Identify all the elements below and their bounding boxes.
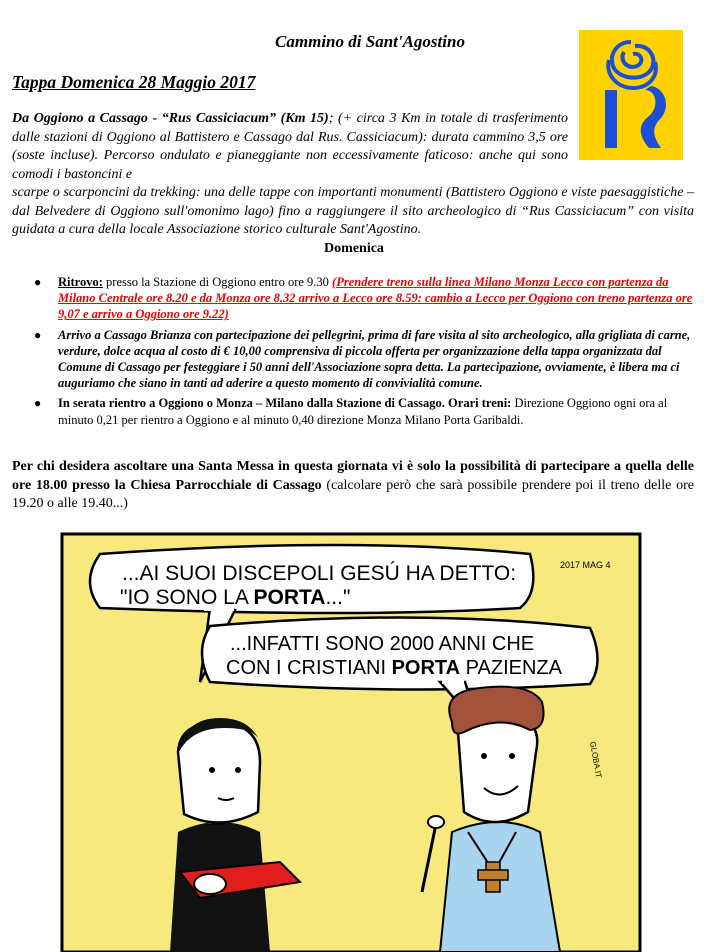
mass-paragraph — [12, 458, 694, 514]
train-info-red: (Prendere treno sulla linea Milano Monza Lecco con partenza da Milano Centrale ore 8.20 e da Monza ore 8.32 arrivo a Lecco ore 8.59: cambio a Lecco per Oggiono con treno partenza ore 9,07 e arrivo a Oggiono ore 9.22) — [58, 275, 693, 322]
mass-bold: Per chi desidera ascoltare una Santa Messa in questa giornata vi è solo la possibilità di partecipare a quella delle ore 18.00 presso la Chiesa Parrocchiale di Cassago — [12, 459, 694, 493]
cartoon-illustration — [60, 532, 642, 952]
list-item-ritrovo — [30, 274, 694, 323]
arrivo-text: Arrivo a Cassago Brianza con partecipazione dei pellegrini, prima di fare visita al sito archeologico, alla grigliata di carne, verdure, dolce acqua al costo di € 10,00 comprensiva di piccola offerta per organizzazione della tappa organizzata dal Comune di Cassago per festeggiare i 50 anni dell'Associazione sopra detta. La partecipazione, ovviamente, è libera ma ci auguriamo che siano in tanti ad aderire a questo momento di convivialità comune. — [58, 327, 691, 391]
bubble1-line2: "IO SONO LA PORTA..." — [120, 586, 351, 609]
rose-logo-icon — [579, 30, 683, 160]
stage-date-heading: Tappa Domenica 28 Maggio 2017 — [12, 72, 256, 92]
mass-text: (calcolare però che sarà possibile prendere poi il treno delle ore 19.20 o alle 19.40...) — [12, 477, 694, 511]
intro-text: ; (+ circa 3 Km in totale di trasferimento dalle stazioni di Oggiono al Battistero e Cassago dal Rus. Cassiciacum): durata cammino 3,5 ore (soste incluse). Percorso ondulato e pianeggiante non eccessivamente faticoso: anche qui sono comodi i bastoncini e — [12, 111, 568, 182]
artist-signature: GLOBA.IT — [588, 740, 604, 779]
bullet-icon: ● — [34, 396, 42, 411]
intro-paragraph-continued: scarpe o scarponcini da trekking: una delle tappe con importanti monumenti (Battistero Oggiono e viste paesaggistiche – dal Belvedere di Oggiono sull'omonimo lago) fino a raggiungere il sito archeologico di “Rus Cassiciacum” con visita guidata a cura della locale Associazione storico culturale Sant'Agostino. — [12, 185, 694, 237]
bullet-icon: ● — [34, 275, 42, 289]
document-title: Cammino di Sant'Agostino — [275, 32, 465, 51]
serata-text: Direzione Oggiono ogni ora al minuto 0,21 per rientro a Oggiono e al minuto 0,40 direzione Monza Milano Porta Garibaldi. — [58, 396, 668, 427]
route-title: Da Oggiono a Cassago - “Rus Cassiciacum” (Km 15) — [12, 111, 329, 126]
schedule-list — [30, 274, 694, 432]
date-mark: 2017 MAG 4 — [560, 560, 611, 570]
bubble1-line1: ...AI SUOI DISCEPOLI GESÚ HA DETTO: — [122, 562, 517, 585]
list-item-serata — [30, 395, 694, 427]
ritrovo-text: presso la Stazione di Oggiono entro ore 9.30 — [102, 275, 333, 289]
ritrovo-label: Ritrovo: — [58, 275, 103, 289]
list-item-arrivo — [30, 327, 694, 392]
bubble2-line1: ...INFATTI SONO 2000 ANNI CHE — [230, 633, 535, 655]
bubble2-line2: CON I CRISTIANI PORTA PAZIENZA — [226, 657, 562, 679]
day-heading: Domenica — [324, 241, 384, 256]
intro-paragraph — [12, 110, 568, 184]
bullet-icon: ● — [34, 327, 42, 342]
serata-bold: In serata rientro a Oggiono o Monza – Milano dalla Stazione di Cassago. Orari treni: — [58, 396, 512, 411]
